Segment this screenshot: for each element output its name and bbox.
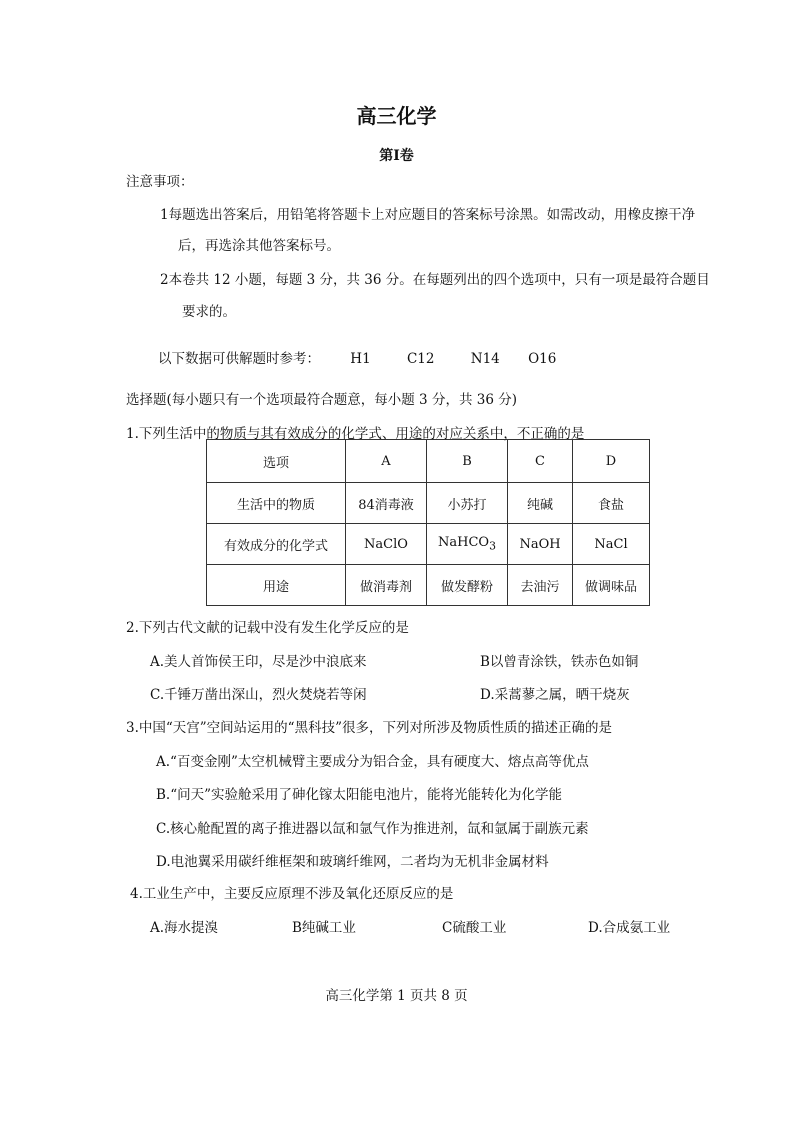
table-cell: 小苏打: [427, 483, 508, 524]
q2-option-c: C.千锤万凿出深山，烈火焚烧若等闲: [150, 687, 367, 703]
reference-data: [158, 347, 556, 367]
table-cell: B: [427, 440, 508, 483]
table-cell: 去油污: [508, 565, 573, 606]
q3-option-c: C.核心舱配置的离子推进器以氙和氩气作为推进剂，氙和氩属于副族元素: [156, 821, 589, 837]
table-cell: 做发酵粉: [427, 565, 508, 606]
note-1-line-1: 1每题选出答案后，用铅笔将答题卡上对应题目的答案标号涂黑。如需改动，用橡皮擦干净: [160, 207, 696, 223]
table-cell: C: [508, 440, 573, 483]
mass-o: O16: [528, 351, 557, 367]
table-cell: 做消毒剂: [346, 565, 427, 606]
note-1-line-2: 后，再选涂其他答案标号。: [178, 238, 340, 254]
table-cell: 用途: [207, 565, 346, 606]
table-row: [207, 483, 650, 524]
table-cell: NaClO: [346, 524, 427, 565]
q3-stem: 3.中国“天宫”空间站运用的“黑科技”很多，下列对所涉及物质性质的描述正确的是: [126, 720, 612, 736]
table-cell: 食盐: [573, 483, 650, 524]
reference-label: 以下数据可供解题时参考：: [158, 351, 320, 367]
page-title: 高三化学: [356, 104, 437, 128]
q2-option-b: B以曾青涂铁，铁赤色如铜: [480, 654, 639, 670]
table-row: [207, 565, 650, 606]
table-cell: 有效成分的化学式: [207, 524, 346, 565]
table-row: [207, 440, 650, 483]
mass-h: H1: [350, 351, 371, 367]
table-cell: 84消毒液: [346, 483, 427, 524]
q2-option-a: A.美人首饰侯王印，尽是沙中浪底来: [150, 654, 367, 670]
table-cell: 做调味品: [573, 565, 650, 606]
q1-table: [206, 439, 650, 606]
table-cell: NaCl: [573, 524, 650, 565]
table-cell: 纯碱: [508, 483, 573, 524]
table-cell: [427, 524, 508, 565]
q3-option-b: B.“问天”实验舱采用了砷化镓太阳能电池片，能将光能转化为化学能: [156, 787, 563, 803]
notes-heading: 注意事项：: [126, 174, 194, 190]
mass-n: N14: [470, 351, 500, 367]
q4-option-d: D.合成氨工业: [588, 920, 671, 936]
formula-nahco: NaHCO: [438, 535, 490, 551]
table-cell: 选项: [207, 440, 346, 483]
q3-option-d: D.电池翼采用碳纤维框架和玻璃纤维网，二者均为无机非金属材料: [156, 854, 549, 870]
table-cell: 生活中的物质: [207, 483, 346, 524]
section-subtitle: 第Ⅰ卷: [379, 148, 414, 164]
page-footer: 高三化学第 1 页共 8 页: [325, 988, 468, 1004]
table-cell: A: [346, 440, 427, 483]
section-heading: 选择题(每小题只有一个选项最符合题意，每小题 3 分，共 36 分): [126, 392, 517, 408]
q4-option-c: C硫酸工业: [442, 920, 507, 936]
table-cell: NaOH: [508, 524, 573, 565]
mass-c: C12: [406, 351, 435, 367]
formula-subscript: 3: [489, 539, 496, 553]
note-2-line-2: 要求的。: [182, 304, 236, 320]
q4-option-a: A.海水提溴: [150, 920, 219, 936]
table-cell: D: [573, 440, 650, 483]
note-2-line-1: 2本卷共 12 小题，每题 3 分，共 36 分。在每题列出的四个选项中，只有一项是最符合题目: [160, 272, 710, 288]
q4-stem: 4.工业生产中，主要反应原理不涉及氧化还原反应的是: [130, 886, 454, 902]
q1-stem: 1.下列生活中的物质与其有效成分的化学式、用途的对应关系中，不正确的是: [126, 426, 585, 442]
q3-option-a: A.“百变金刚”太空机械臂主要成分为铝合金，具有硬度大、熔点高等优点: [156, 754, 589, 770]
q2-stem: 2.下列古代文献的记载中没有发生化学反应的是: [126, 620, 409, 636]
table-row: [207, 524, 650, 565]
q2-option-d: D.采蒿蓼之属，晒干烧灰: [480, 687, 630, 703]
q4-option-b: B纯碱工业: [292, 920, 356, 936]
